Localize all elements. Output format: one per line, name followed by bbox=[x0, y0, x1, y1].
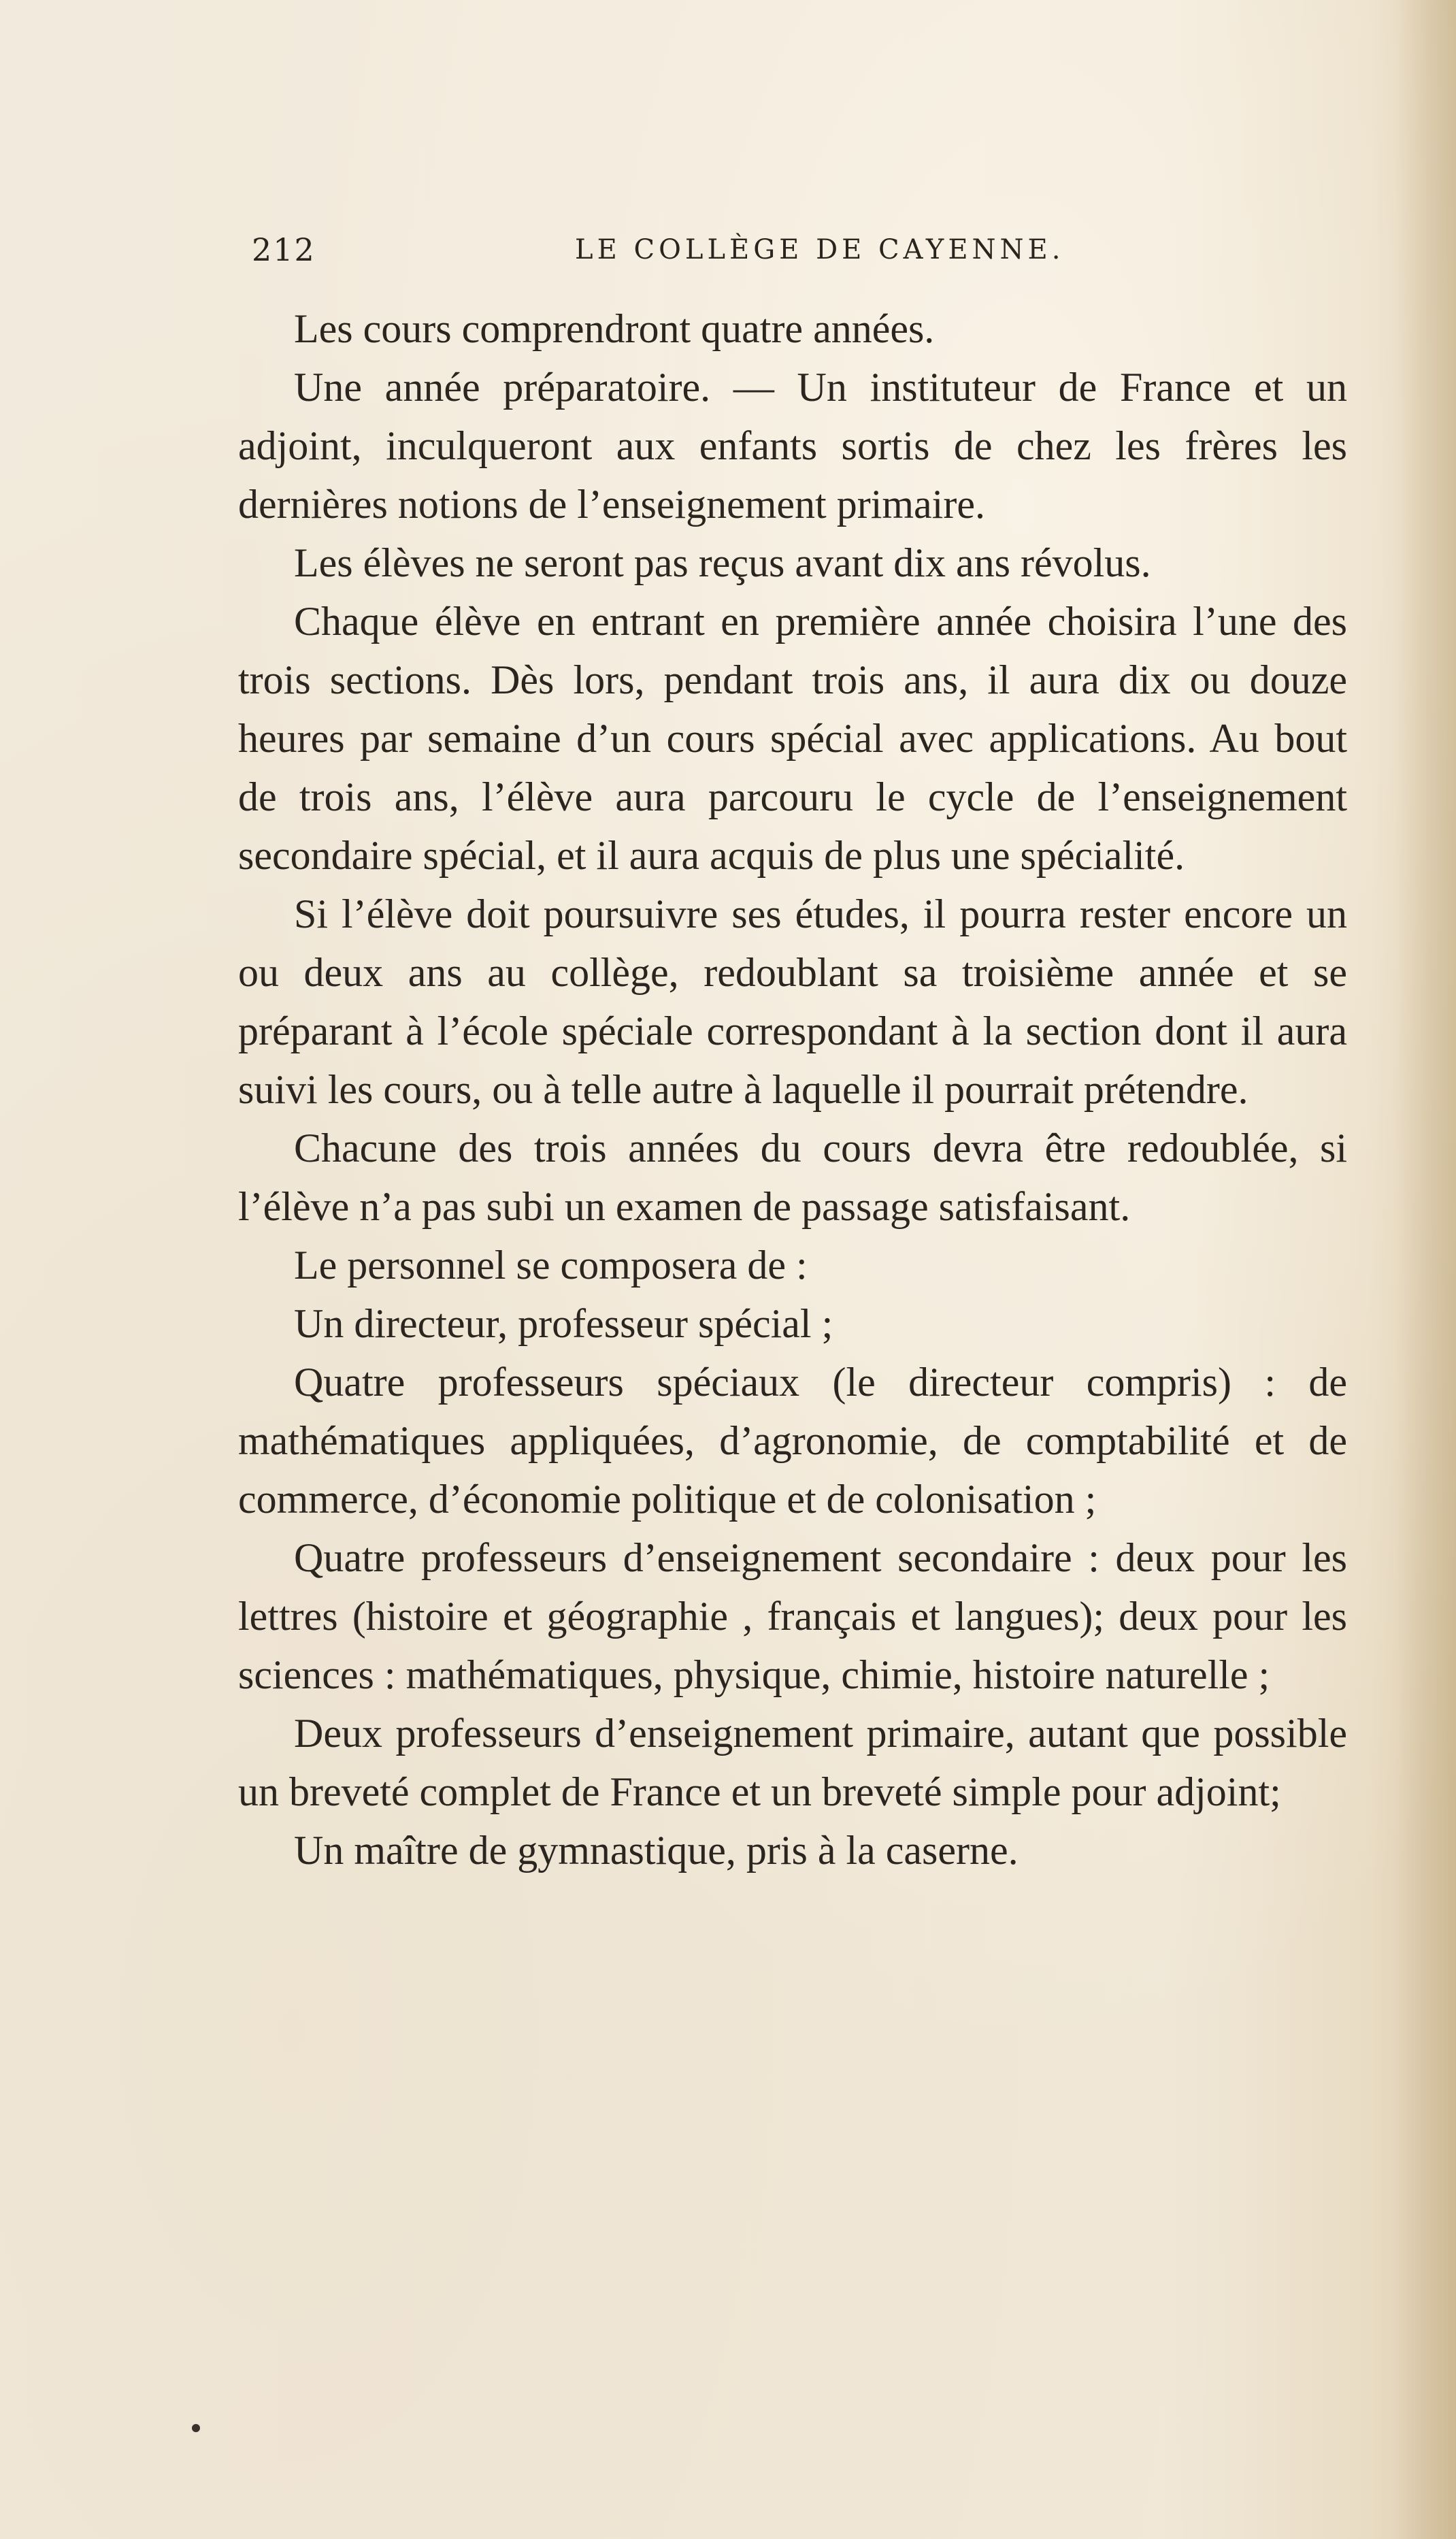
paragraph-8: Un directeur, professeur spécial ; bbox=[294, 1301, 833, 1346]
running-title: LE COLLÈGE DE CAYENNE. bbox=[575, 234, 1065, 265]
paragraph-4: Chaque élève en entrant en première année choisira l’une des trois sections. Dès lors, pendant trois ans, il aura dix ou douze heures par semaine d’un cours spécial avec applications. Au bout de trois ans, l’élève aura parcouru le cycle de l’enseignement secondaire spécial, et il aura acquis de plus une spécialité. bbox=[238, 599, 1347, 878]
paragraph-1: Les cours comprendront quatre années. bbox=[294, 306, 935, 351]
page-edge-shade bbox=[1395, 0, 1456, 2539]
paragraph-3: Les élèves ne seront pas reçus avant dix ans révolus. bbox=[294, 540, 1151, 585]
body-text bbox=[238, 299, 1347, 1880]
paragraph-5: Si l’élève doit poursuivre ses études, il pourra rester encore un ou deux ans au collège, redoublant sa troisième année et se préparant à l’école spéciale correspondant à la section dont il aura suivi les cours, ou à telle autre à laquelle il pourrait prétendre. bbox=[238, 891, 1347, 1112]
paragraph-7: Le personnel se composera de : bbox=[294, 1243, 808, 1288]
running-header bbox=[252, 231, 1361, 272]
paragraph-12: Un maître de gymnastique, pris à la caserne. bbox=[294, 1828, 1019, 1873]
ink-speck bbox=[192, 2424, 200, 2432]
paragraph-10: Quatre professeurs d’enseignement secondaire : deux pour les lettres (histoire et géographie , français et langues); deux pour les sciences : mathématiques, physique, chimie, histoire naturelle ; bbox=[238, 1535, 1347, 1697]
paragraph-11: Deux professeurs d’enseignement primaire, autant que possible un breveté complet de France et un breveté simple pour adjoint; bbox=[238, 1711, 1347, 1814]
page-number: 212 bbox=[252, 231, 316, 268]
paragraph-9: Quatre professeurs spéciaux (le directeur compris) : de mathématiques appliquées, d’agronomie, de comptabilité et de commerce, d’économie politique et de colonisation ; bbox=[238, 1360, 1347, 1522]
paragraph-6: Chacune des trois années du cours devra être redoublée, si l’élève n’a pas subi un examen de passage satisfaisant. bbox=[238, 1126, 1347, 1229]
paragraph-2: Une année préparatoire. — Un instituteur de France et un adjoint, inculqueront aux enfants sortis de chez les frères les dernières notions de l’enseignement primaire. bbox=[238, 365, 1347, 527]
